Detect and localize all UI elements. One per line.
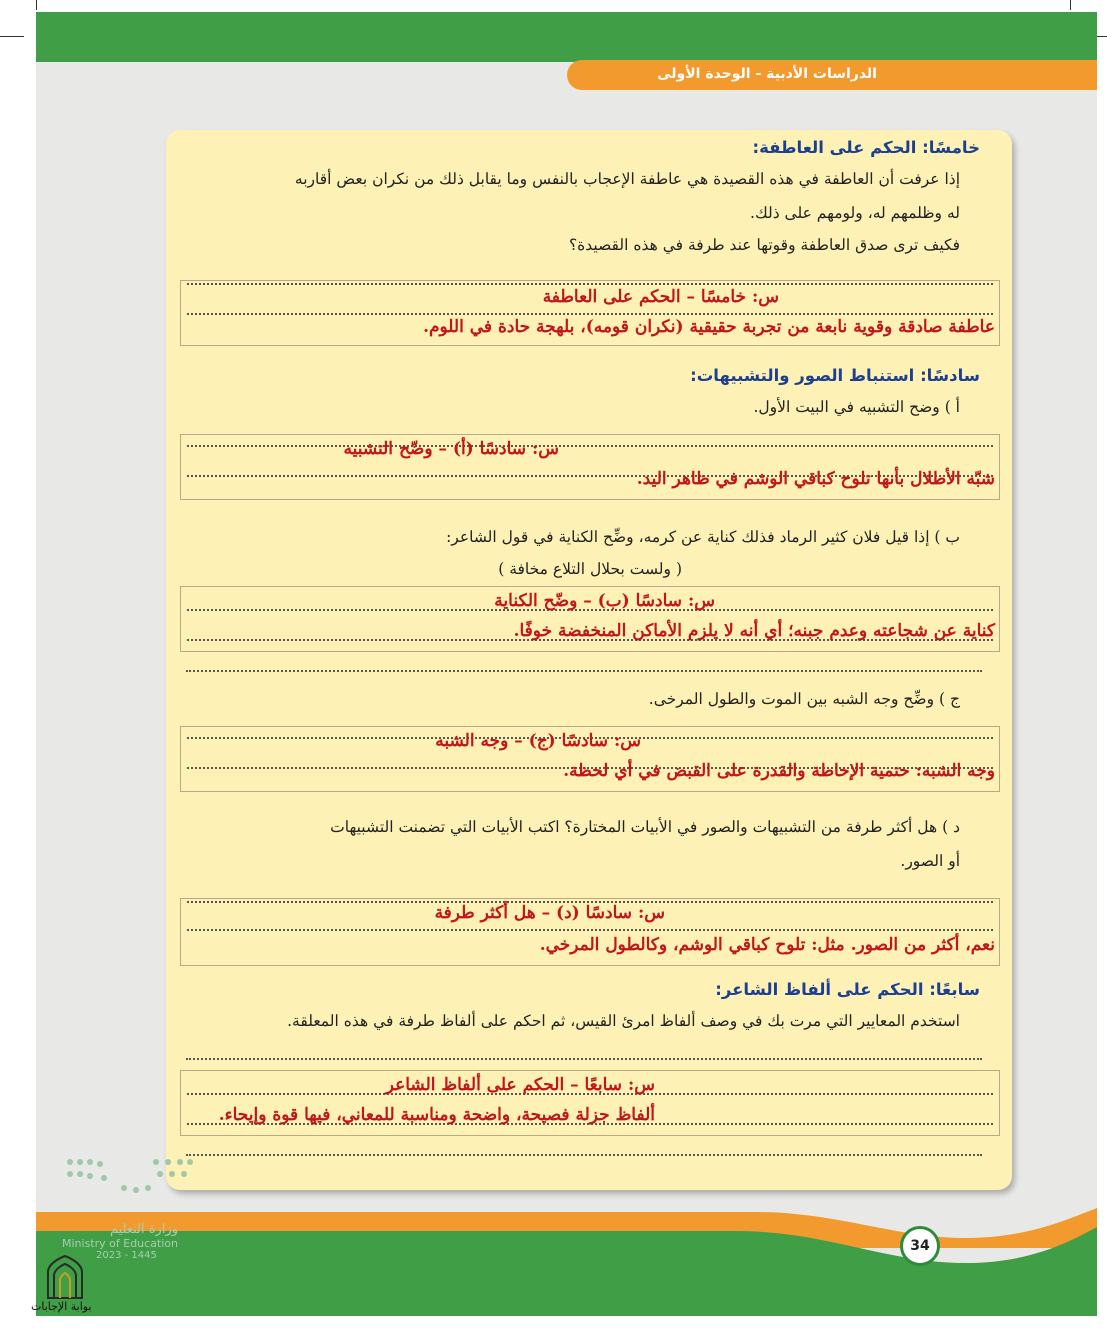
section5-text-line2: له وظلمهم له، ولومهم على ذلك. — [750, 204, 960, 222]
section6-question-c: ج ) وضِّح وجه الشبه بين الموت والطول المرخى. — [648, 690, 960, 708]
section5-heading: خامسًا: الحكم على العاطفة: — [752, 138, 980, 157]
dotted-line — [186, 1058, 982, 1060]
answer-question: س: خامسًا – الحكم على العاطفة — [542, 287, 779, 307]
ministry-name-en: Ministry of Education — [62, 1237, 179, 1250]
section7-heading: سابعًا: الحكم على ألفاظ الشاعر: — [715, 980, 980, 999]
crop-mark — [0, 36, 24, 37]
top-green-band — [36, 12, 1097, 62]
ministry-name-ar: وزارة التعليم — [109, 1222, 179, 1237]
dotted-line — [187, 929, 993, 931]
section5-question: فكيف ترى صدق العاطفة وقوتها عند طرفة في هذه القصيدة؟ — [568, 236, 960, 254]
answer-question: س: سابعًا – الحكم على ألفاظ الشاعر — [385, 1075, 655, 1095]
answer-text: كناية عن شجاعته وعدم جبنه؛ أي أنه لا يلزم الأماكن المنخفضة خوفًا. — [513, 621, 995, 641]
section6-question-a: أ ) وضح التشبيه في البيت الأول. — [753, 398, 960, 416]
answer-box[interactable] — [180, 434, 1000, 500]
answer-box[interactable] — [180, 1070, 1000, 1136]
ministry-year: 2023 - 1445 — [96, 1250, 157, 1261]
exercise-card — [166, 130, 1012, 1190]
answer-text: شبّه الأطلال بأنها تلوح كباقي الوشم في ظاهر اليد. — [636, 469, 995, 489]
answer-text: نعم، أكثر من الصور. مثل: تلوح كباقي الوشم، وكالطول المرخي. — [539, 935, 995, 955]
dotted-line — [186, 1154, 982, 1156]
ministry-logo-icon — [64, 1154, 196, 1200]
section6-verse: ( ولست بحلال التلاع مخافة ) — [498, 560, 682, 578]
crop-mark — [1070, 0, 1071, 10]
footer-green-wave — [36, 1217, 1097, 1316]
answer-text: ألفاظ جزلة فصيحة، واضحة ومناسبة للمعاني، فيها قوة وإيحاء. — [218, 1105, 655, 1125]
answer-question: س: سادسًا (ب) – وضّح الكناية — [494, 591, 715, 611]
dotted-line — [186, 670, 982, 672]
mosque-gate-icon — [44, 1254, 86, 1300]
header-title: الدراسات الأدبية - الوحدة الأولى — [657, 66, 877, 82]
answer-box[interactable] — [180, 586, 1000, 652]
section6-question-b: ب ) إذا قيل فلان كثير الرماد فذلك كناية عن كرمه، وضِّح الكناية في قول الشاعر: — [446, 528, 960, 546]
answer-question: س: سادسًا (د) – هل أكثر طرفة — [434, 903, 665, 923]
answer-box[interactable] — [180, 280, 1000, 346]
answer-box[interactable] — [180, 898, 1000, 966]
answer-question: س: سادسًا (أ) – وضّح التشبيه — [343, 439, 559, 459]
dotted-line — [187, 445, 993, 447]
answer-question: س: سادسًا (ج) – وجه الشبه — [435, 731, 641, 751]
section6-question-d-line1: د ) هل أكثر طرفة من التشبيهات والصور في الأبيات المختارة؟ اكتب الأبيات التي تضمنت التشبيهات — [330, 818, 960, 836]
section6-question-d-line2: أو الصور. — [900, 852, 960, 870]
textbook-page — [36, 12, 1097, 1316]
section5-text-line1: إذا عرفت أن العاطفة في هذه القصيدة هي عاطفة الإعجاب بالنفس وما يقابل ذلك من نكران بعض أقاربه — [294, 170, 960, 188]
dotted-line — [187, 283, 993, 285]
page-number: 34 — [900, 1226, 940, 1266]
crop-mark — [36, 0, 37, 10]
answer-text: وجه الشبه: حتمية الإحاطة والقدرة على القبض في أي لحظة. — [563, 761, 995, 781]
site-label[interactable]: بوابة الإجابات — [31, 1300, 92, 1313]
section7-question: استخدم المعايير التي مرت بك في وصف ألفاظ امرئ القيس، ثم احكم على ألفاظ طرفة في هذه المعلقة. — [287, 1012, 960, 1030]
dotted-line — [187, 313, 993, 315]
section6-heading: سادسًا: استنباط الصور والتشبيهات: — [690, 366, 980, 385]
answer-box[interactable] — [180, 726, 1000, 792]
answer-text: عاطفة صادقة وقوية نابعة من تجربة حقيقية (نكران قومه)، بلهجة حادة في اللوم. — [423, 317, 995, 337]
